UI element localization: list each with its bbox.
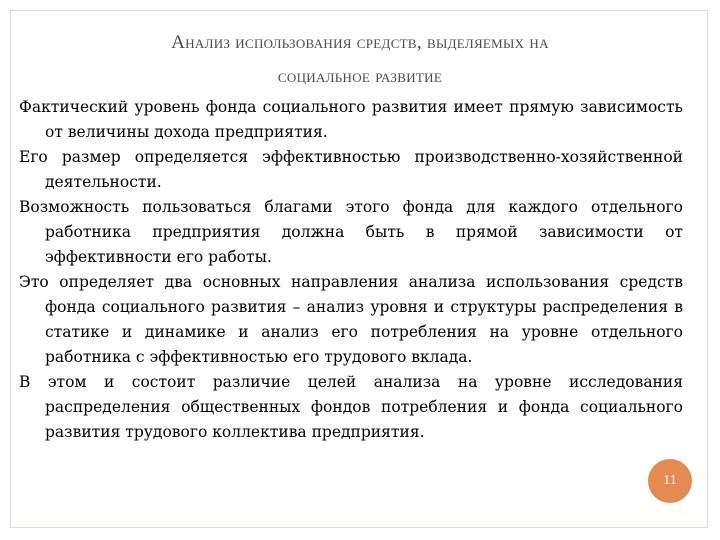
slide [10,10,708,528]
slide-title [11,26,709,94]
paragraph-4: Это определяет два основных направления анализа использования средств фонда социального развития – анализ уровня и структуры распределения в статике и динамике и анализ его потребления на уровне отдельного работника с эффективностью его трудового вклада. [19,273,683,366]
paragraph-3: Возможность пользоваться благами этого фонда для каждого отдельного работника предприятия должна быть в прямой зависимости от эффективности его работы. [19,198,683,266]
slide-title-line-1: Анализ использования средств, выделяемых на [171,32,549,53]
paragraph-5: В этом и состоит различие целей анализа на уровне исследования распределения общественных фондов потребления и фонда социального развития трудового коллектива предприятия. [19,373,683,441]
paragraph-1: Фактический уровень фонда социального развития имеет прямую зависимость от величины дохода предприятия. [19,98,683,141]
paragraph-2: Его размер определяется эффективностью производственно-хозяйственной деятельности. [19,148,683,191]
slide-title-line-2: социальное развитие [277,66,443,87]
slide-body [19,95,683,445]
page-number-badge: 11 [648,459,692,503]
